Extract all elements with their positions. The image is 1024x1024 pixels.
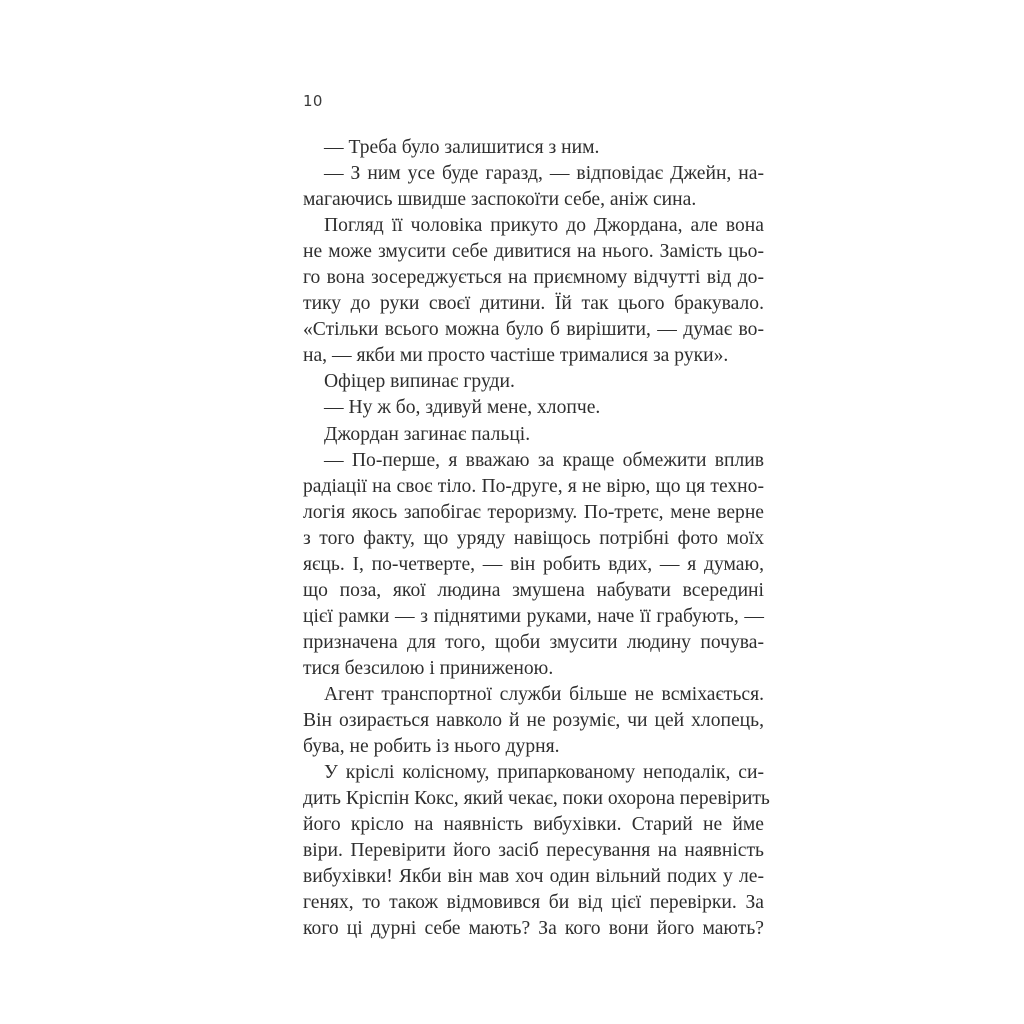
text-line: цієї рамки — з піднятими руками, наче її грабують, — [303, 605, 764, 627]
text-line: Він озирається навколо й не розуміє, чи цей хлопець, [303, 710, 764, 732]
text-line: У кріслі колісному, припаркованому неподалік, си- [324, 762, 764, 784]
text-line: Погляд її чоловіка прикуто до Джордана, але вона [324, 215, 764, 237]
text-line: призначена для того, щоби змусити людину почува- [303, 631, 764, 653]
text-line: кого ці дурні себе мають? За кого вони його мають? [303, 918, 764, 940]
text-line: Офіцер випинає груди. [324, 371, 515, 393]
text-line: що поза, якої людина змушена набувати всередині [303, 579, 764, 601]
text-line: його крісло на наявність вибухівки. Старий не йме [303, 814, 764, 836]
text-line: — Треба було залишитися з ним. [324, 137, 600, 158]
text-line: «Стільки всього можна було б вирішити, — думає во- [303, 319, 764, 341]
text-line: на, — якби ми просто частіше трималися за руки». [303, 345, 729, 367]
text-line: не може змусити себе дивитися на нього. Замість цьо- [303, 241, 764, 263]
body-text [303, 135, 770, 942]
text-line: логія якось запобігає тероризму. По-третє, мене верне [303, 501, 764, 523]
text-line: Агент транспортної служби більше не всміхається. [324, 683, 764, 705]
text-line: тику до руки своєї дитини. Їй так цього бракувало. [303, 293, 764, 315]
text-line: віри. Перевірити його засіб пересування на наявність [303, 840, 764, 862]
text-line: генях, то також відмовився би від цієї перевірки. За [303, 892, 764, 914]
text-line: вибухівки! Якби він мав хоч один вільний подих у ле- [303, 866, 764, 888]
text-line: бува, не робить із нього дурня. [303, 736, 560, 758]
text-line: з того факту, що уряду навіщось потрібні фото моїх [303, 527, 764, 549]
text-line: — З ним усе буде гаразд, — відповідає Джейн, на- [324, 163, 764, 185]
page-number: 10 [303, 92, 323, 110]
text-line: яєць. І, по-четверте, — він робить вдих, — я думаю, [303, 553, 764, 575]
text-line: — По-перше, я вважаю за краще обмежити вплив [324, 449, 764, 471]
text-line: Джордан загинає пальці. [324, 423, 531, 445]
text-line: тися безсилою і приниженою. [303, 657, 554, 679]
text-line: — Ну ж бо, здивуй мене, хлопче. [324, 397, 601, 419]
text-line: го вона зосереджується на приємному відчутті від до- [303, 267, 764, 289]
text-line: радіації на своє тіло. По-друге, я не вірю, що ця техно- [303, 475, 764, 497]
text-line: магаючись швидше заспокоїти себе, аніж сина. [303, 189, 697, 211]
text-line: дить Кріспін Кокс, який чекає, поки охорона перевірить [303, 788, 770, 810]
